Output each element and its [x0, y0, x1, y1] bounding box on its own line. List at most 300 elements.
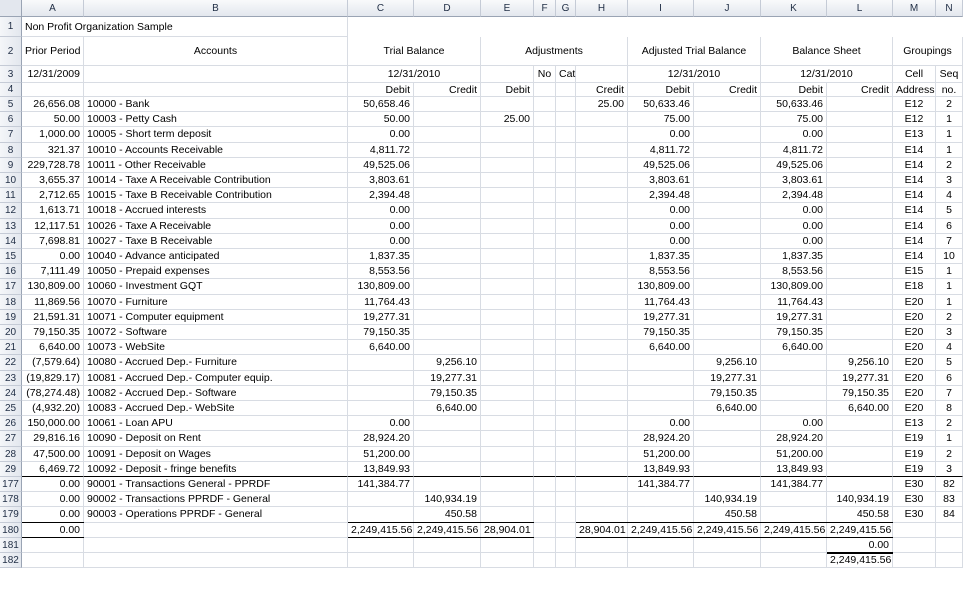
- value-cell[interactable]: 28,924.20: [348, 431, 414, 446]
- value-cell[interactable]: [827, 234, 893, 249]
- value-cell[interactable]: [827, 219, 893, 234]
- row-header[interactable]: 25: [0, 401, 22, 416]
- value-cell[interactable]: 0.00: [348, 416, 414, 431]
- value-cell[interactable]: 8,553.56: [761, 264, 827, 279]
- value-cell[interactable]: 12,117.51: [22, 219, 84, 234]
- value-cell[interactable]: 450.58: [694, 507, 761, 522]
- value-cell[interactable]: 0.00: [761, 416, 827, 431]
- row-header[interactable]: 180: [0, 523, 22, 538]
- value-cell[interactable]: [694, 325, 761, 340]
- cell[interactable]: [556, 158, 576, 173]
- cell[interactable]: [534, 325, 556, 340]
- value-cell[interactable]: 83: [936, 492, 963, 507]
- total-cell[interactable]: 28,904.01: [576, 523, 628, 538]
- value-cell[interactable]: [576, 325, 628, 340]
- value-cell[interactable]: [827, 249, 893, 264]
- cell[interactable]: [414, 538, 481, 553]
- value-cell[interactable]: 3: [936, 462, 963, 477]
- row-header[interactable]: 29: [0, 462, 22, 477]
- value-cell[interactable]: E19: [893, 431, 936, 446]
- value-cell[interactable]: [414, 143, 481, 158]
- header-cell[interactable]: Address: [893, 83, 936, 97]
- value-cell[interactable]: 0.00: [761, 203, 827, 218]
- value-cell[interactable]: [576, 492, 628, 507]
- row-header[interactable]: 9: [0, 158, 22, 173]
- value-cell[interactable]: 1: [936, 127, 963, 142]
- value-cell[interactable]: 1: [936, 264, 963, 279]
- value-cell[interactable]: [348, 386, 414, 401]
- value-cell[interactable]: [481, 447, 534, 462]
- value-cell[interactable]: 141,384.77: [628, 477, 694, 492]
- value-cell[interactable]: [827, 264, 893, 279]
- value-cell[interactable]: 229,728.78: [22, 158, 84, 173]
- value-cell[interactable]: (7,579.64): [22, 355, 84, 370]
- value-cell[interactable]: 4: [936, 188, 963, 203]
- account-cell[interactable]: 10015 - Taxe B Receivable Contribution: [84, 188, 348, 203]
- value-cell[interactable]: E12: [893, 97, 936, 112]
- cell[interactable]: [534, 492, 556, 507]
- value-cell[interactable]: E20: [893, 401, 936, 416]
- value-cell[interactable]: 19,277.31: [827, 371, 893, 386]
- row-header[interactable]: 6: [0, 112, 22, 127]
- column-header-d[interactable]: D: [414, 0, 481, 17]
- value-cell[interactable]: 6,640.00: [694, 401, 761, 416]
- cell[interactable]: [556, 97, 576, 112]
- value-cell[interactable]: [481, 143, 534, 158]
- cell[interactable]: [628, 538, 694, 553]
- value-cell[interactable]: 79,150.35: [694, 386, 761, 401]
- cell[interactable]: [576, 66, 628, 83]
- row-header[interactable]: 4: [0, 83, 22, 97]
- value-cell[interactable]: 321.37: [22, 143, 84, 158]
- account-cell[interactable]: 10080 - Accrued Dep.- Furniture: [84, 355, 348, 370]
- header-cell[interactable]: Credit: [694, 83, 761, 97]
- column-header-b[interactable]: B: [84, 0, 348, 17]
- cell[interactable]: [534, 447, 556, 462]
- value-cell[interactable]: [694, 112, 761, 127]
- cell[interactable]: [481, 553, 534, 568]
- value-cell[interactable]: [576, 371, 628, 386]
- cell[interactable]: [556, 143, 576, 158]
- value-cell[interactable]: [576, 249, 628, 264]
- value-cell[interactable]: [576, 203, 628, 218]
- value-cell[interactable]: [827, 279, 893, 294]
- row-header[interactable]: 24: [0, 386, 22, 401]
- value-cell[interactable]: 1: [936, 279, 963, 294]
- value-cell[interactable]: 0.00: [348, 219, 414, 234]
- value-cell[interactable]: E19: [893, 447, 936, 462]
- cell[interactable]: [534, 523, 556, 538]
- value-cell[interactable]: [414, 477, 481, 492]
- cell[interactable]: [22, 538, 84, 553]
- row-header[interactable]: 1: [0, 17, 22, 37]
- value-cell[interactable]: [481, 431, 534, 446]
- value-cell[interactable]: 49,525.06: [761, 158, 827, 173]
- value-cell[interactable]: 49,525.06: [348, 158, 414, 173]
- value-cell[interactable]: 0.00: [348, 127, 414, 142]
- cell[interactable]: [534, 127, 556, 142]
- cell[interactable]: [556, 279, 576, 294]
- value-cell[interactable]: 50,633.46: [761, 97, 827, 112]
- cell[interactable]: [534, 538, 556, 553]
- value-cell[interactable]: 0.00: [628, 234, 694, 249]
- value-cell[interactable]: [414, 158, 481, 173]
- cell[interactable]: [694, 553, 761, 568]
- value-cell[interactable]: 7: [936, 386, 963, 401]
- column-header-l[interactable]: L: [827, 0, 893, 17]
- cell[interactable]: [414, 553, 481, 568]
- row-header[interactable]: 7: [0, 127, 22, 142]
- value-cell[interactable]: [414, 325, 481, 340]
- value-cell[interactable]: [628, 507, 694, 522]
- row-header[interactable]: 182: [0, 553, 22, 568]
- cell[interactable]: [534, 310, 556, 325]
- cell[interactable]: [556, 203, 576, 218]
- value-cell[interactable]: 25.00: [576, 97, 628, 112]
- account-cell[interactable]: 10010 - Accounts Receivable: [84, 143, 348, 158]
- cell[interactable]: [556, 401, 576, 416]
- value-cell[interactable]: 79,150.35: [628, 325, 694, 340]
- value-cell[interactable]: 140,934.19: [414, 492, 481, 507]
- value-cell[interactable]: 2,394.48: [761, 188, 827, 203]
- value-cell[interactable]: 4: [936, 340, 963, 355]
- value-cell[interactable]: 75.00: [628, 112, 694, 127]
- account-cell[interactable]: 10083 - Accrued Dep.- WebSite: [84, 401, 348, 416]
- account-cell[interactable]: 10000 - Bank: [84, 97, 348, 112]
- value-cell[interactable]: [481, 234, 534, 249]
- value-cell[interactable]: E12: [893, 112, 936, 127]
- value-cell[interactable]: 19,277.31: [694, 371, 761, 386]
- value-cell[interactable]: [481, 158, 534, 173]
- value-cell[interactable]: 3,655.37: [22, 173, 84, 188]
- value-cell[interactable]: 3,803.61: [761, 173, 827, 188]
- value-cell[interactable]: 2,712.65: [22, 188, 84, 203]
- column-header-h[interactable]: H: [576, 0, 628, 17]
- value-cell[interactable]: [481, 340, 534, 355]
- column-header-a[interactable]: A: [22, 0, 84, 17]
- value-cell[interactable]: [827, 325, 893, 340]
- value-cell[interactable]: 47,500.00: [22, 447, 84, 462]
- value-cell[interactable]: 9,256.10: [414, 355, 481, 370]
- cell[interactable]: [534, 97, 556, 112]
- cell[interactable]: [84, 66, 348, 83]
- value-cell[interactable]: 0.00: [628, 203, 694, 218]
- value-cell[interactable]: 1: [936, 143, 963, 158]
- account-cell[interactable]: 10014 - Taxe A Receivable Contribution: [84, 173, 348, 188]
- value-cell[interactable]: 21,591.31: [22, 310, 84, 325]
- value-cell[interactable]: [481, 310, 534, 325]
- value-cell[interactable]: E14: [893, 173, 936, 188]
- value-cell[interactable]: [576, 431, 628, 446]
- value-cell[interactable]: E19: [893, 462, 936, 477]
- value-cell[interactable]: [414, 431, 481, 446]
- value-cell[interactable]: E20: [893, 325, 936, 340]
- row-header[interactable]: 19: [0, 310, 22, 325]
- value-cell[interactable]: E20: [893, 310, 936, 325]
- header-cell[interactable]: Adjustments: [481, 37, 628, 66]
- cell[interactable]: [936, 538, 963, 553]
- value-cell[interactable]: 450.58: [414, 507, 481, 522]
- value-cell[interactable]: 79,150.35: [827, 386, 893, 401]
- value-cell[interactable]: E18: [893, 279, 936, 294]
- value-cell[interactable]: [694, 143, 761, 158]
- cell[interactable]: [556, 538, 576, 553]
- value-cell[interactable]: [576, 264, 628, 279]
- account-cell[interactable]: 10027 - Taxe B Receivable: [84, 234, 348, 249]
- value-cell[interactable]: 0.00: [348, 234, 414, 249]
- value-cell[interactable]: 5: [936, 355, 963, 370]
- account-cell[interactable]: 10011 - Other Receivable: [84, 158, 348, 173]
- value-cell[interactable]: [414, 112, 481, 127]
- value-cell[interactable]: 28,924.20: [761, 431, 827, 446]
- cell[interactable]: [556, 477, 576, 492]
- value-cell[interactable]: [628, 386, 694, 401]
- value-cell[interactable]: [576, 279, 628, 294]
- value-cell[interactable]: 19,277.31: [761, 310, 827, 325]
- value-cell[interactable]: 2: [936, 158, 963, 173]
- value-cell[interactable]: E14: [893, 188, 936, 203]
- row-header[interactable]: 13: [0, 219, 22, 234]
- cell[interactable]: [556, 173, 576, 188]
- header-cell[interactable]: Prior Period: [22, 37, 84, 66]
- value-cell[interactable]: [348, 355, 414, 370]
- total-cell[interactable]: 2,249,415.56: [414, 523, 481, 538]
- value-cell[interactable]: [694, 203, 761, 218]
- value-cell[interactable]: 19,277.31: [348, 310, 414, 325]
- header-cell[interactable]: Seq: [936, 66, 963, 83]
- account-cell[interactable]: 10090 - Deposit on Rent: [84, 431, 348, 446]
- value-cell[interactable]: 11,869.56: [22, 295, 84, 310]
- row-header[interactable]: 179: [0, 507, 22, 522]
- value-cell[interactable]: [414, 340, 481, 355]
- value-cell[interactable]: [827, 127, 893, 142]
- value-cell[interactable]: [576, 295, 628, 310]
- cell[interactable]: [481, 66, 534, 83]
- cell[interactable]: [556, 219, 576, 234]
- cell[interactable]: [534, 401, 556, 416]
- cell[interactable]: [761, 538, 827, 553]
- account-cell[interactable]: 10040 - Advance anticipated: [84, 249, 348, 264]
- value-cell[interactable]: [628, 355, 694, 370]
- value-cell[interactable]: [481, 462, 534, 477]
- value-cell[interactable]: 8,553.56: [348, 264, 414, 279]
- value-cell[interactable]: 141,384.77: [761, 477, 827, 492]
- value-cell[interactable]: 4,811.72: [628, 143, 694, 158]
- account-cell[interactable]: 10070 - Furniture: [84, 295, 348, 310]
- value-cell[interactable]: [481, 325, 534, 340]
- cell[interactable]: [534, 158, 556, 173]
- total-cell[interactable]: 2,249,415.56: [348, 523, 414, 538]
- header-cell[interactable]: Groupings: [893, 37, 963, 66]
- cell[interactable]: [84, 523, 348, 538]
- value-cell[interactable]: 1: [936, 431, 963, 446]
- value-cell[interactable]: E15: [893, 264, 936, 279]
- account-cell[interactable]: 10003 - Petty Cash: [84, 112, 348, 127]
- value-cell[interactable]: [481, 492, 534, 507]
- column-header-c[interactable]: C: [348, 0, 414, 17]
- value-cell[interactable]: [481, 416, 534, 431]
- value-cell[interactable]: 79,150.35: [348, 325, 414, 340]
- value-cell[interactable]: 28,924.20: [628, 431, 694, 446]
- header-cell[interactable]: No: [534, 66, 556, 83]
- column-header-e[interactable]: E: [481, 0, 534, 17]
- row-header[interactable]: 22: [0, 355, 22, 370]
- value-cell[interactable]: 13,849.93: [628, 462, 694, 477]
- total-cell[interactable]: 2,249,415.56: [827, 553, 893, 568]
- column-header-f[interactable]: F: [534, 0, 556, 17]
- cell[interactable]: [84, 553, 348, 568]
- value-cell[interactable]: [694, 249, 761, 264]
- row-header[interactable]: 27: [0, 431, 22, 446]
- value-cell[interactable]: 1,837.35: [348, 249, 414, 264]
- value-cell[interactable]: [694, 310, 761, 325]
- cell[interactable]: [534, 203, 556, 218]
- cell[interactable]: [556, 83, 576, 97]
- value-cell[interactable]: 4,811.72: [761, 143, 827, 158]
- cell[interactable]: [936, 523, 963, 538]
- value-cell[interactable]: [576, 416, 628, 431]
- value-cell[interactable]: 130,809.00: [761, 279, 827, 294]
- row-header[interactable]: 10: [0, 173, 22, 188]
- value-cell[interactable]: [827, 143, 893, 158]
- value-cell[interactable]: 0.00: [628, 219, 694, 234]
- column-header-n[interactable]: N: [936, 0, 963, 17]
- account-cell[interactable]: 10071 - Computer equipment: [84, 310, 348, 325]
- value-cell[interactable]: E14: [893, 203, 936, 218]
- value-cell[interactable]: 82: [936, 477, 963, 492]
- value-cell[interactable]: 140,934.19: [694, 492, 761, 507]
- cell[interactable]: [534, 477, 556, 492]
- cell[interactable]: [534, 219, 556, 234]
- cell[interactable]: [556, 310, 576, 325]
- value-cell[interactable]: [694, 127, 761, 142]
- cell[interactable]: [534, 340, 556, 355]
- value-cell[interactable]: [576, 188, 628, 203]
- cell[interactable]: [534, 143, 556, 158]
- value-cell[interactable]: 51,200.00: [761, 447, 827, 462]
- header-cell[interactable]: Credit: [827, 83, 893, 97]
- row-header[interactable]: 20: [0, 325, 22, 340]
- cell[interactable]: [84, 83, 348, 97]
- value-cell[interactable]: E20: [893, 340, 936, 355]
- value-cell[interactable]: [827, 416, 893, 431]
- row-header[interactable]: 12: [0, 203, 22, 218]
- value-cell[interactable]: 29,816.16: [22, 431, 84, 446]
- value-cell[interactable]: [576, 234, 628, 249]
- value-cell[interactable]: [761, 507, 827, 522]
- account-cell[interactable]: 90002 - Transactions PPRDF - General: [84, 492, 348, 507]
- date-cell[interactable]: 12/31/2010: [761, 66, 893, 83]
- cell[interactable]: [556, 447, 576, 462]
- value-cell[interactable]: 1,837.35: [761, 249, 827, 264]
- value-cell[interactable]: 140,934.19: [827, 492, 893, 507]
- value-cell[interactable]: [827, 431, 893, 446]
- value-cell[interactable]: 13,849.93: [761, 462, 827, 477]
- value-cell[interactable]: [414, 462, 481, 477]
- value-cell[interactable]: [576, 158, 628, 173]
- prior-date-cell[interactable]: 12/31/2009: [22, 66, 84, 83]
- column-header-j[interactable]: J: [694, 0, 761, 17]
- value-cell[interactable]: 7,111.49: [22, 264, 84, 279]
- cell[interactable]: [556, 112, 576, 127]
- value-cell[interactable]: E20: [893, 371, 936, 386]
- account-cell[interactable]: 10081 - Accrued Dep.- Computer equip.: [84, 371, 348, 386]
- value-cell[interactable]: [414, 264, 481, 279]
- cell[interactable]: [556, 553, 576, 568]
- cell[interactable]: [556, 523, 576, 538]
- cell[interactable]: [534, 173, 556, 188]
- cell[interactable]: [534, 371, 556, 386]
- value-cell[interactable]: 0.00: [22, 477, 84, 492]
- account-cell[interactable]: 10018 - Accrued interests: [84, 203, 348, 218]
- cell[interactable]: [348, 553, 414, 568]
- value-cell[interactable]: E30: [893, 477, 936, 492]
- cell[interactable]: [534, 416, 556, 431]
- value-cell[interactable]: (78,274.48): [22, 386, 84, 401]
- value-cell[interactable]: 0.00: [22, 249, 84, 264]
- value-cell[interactable]: 6,640.00: [348, 340, 414, 355]
- value-cell[interactable]: 6,640.00: [628, 340, 694, 355]
- value-cell[interactable]: 79,150.35: [761, 325, 827, 340]
- value-cell[interactable]: 19,277.31: [628, 310, 694, 325]
- column-header-m[interactable]: M: [893, 0, 936, 17]
- value-cell[interactable]: E14: [893, 249, 936, 264]
- value-cell[interactable]: [348, 507, 414, 522]
- value-cell[interactable]: [481, 97, 534, 112]
- value-cell[interactable]: [576, 386, 628, 401]
- value-cell[interactable]: 0.00: [22, 507, 84, 522]
- value-cell[interactable]: [414, 97, 481, 112]
- value-cell[interactable]: [694, 340, 761, 355]
- value-cell[interactable]: [481, 355, 534, 370]
- value-cell[interactable]: [827, 447, 893, 462]
- cell[interactable]: [534, 462, 556, 477]
- value-cell[interactable]: 3: [936, 325, 963, 340]
- value-cell[interactable]: 0.00: [348, 203, 414, 218]
- cell[interactable]: [556, 264, 576, 279]
- value-cell[interactable]: [827, 477, 893, 492]
- value-cell[interactable]: 450.58: [827, 507, 893, 522]
- value-cell[interactable]: [576, 173, 628, 188]
- value-cell[interactable]: 7,698.81: [22, 234, 84, 249]
- select-all-corner[interactable]: [0, 0, 22, 17]
- cell[interactable]: [556, 249, 576, 264]
- header-cell[interactable]: Adjusted Trial Balance: [628, 37, 761, 66]
- value-cell[interactable]: 6,469.72: [22, 462, 84, 477]
- cell[interactable]: [576, 538, 628, 553]
- row-header[interactable]: 16: [0, 264, 22, 279]
- value-cell[interactable]: [414, 249, 481, 264]
- value-cell[interactable]: [827, 173, 893, 188]
- header-cell[interactable]: Debit: [481, 83, 534, 97]
- value-cell[interactable]: [481, 401, 534, 416]
- header-cell[interactable]: Trial Balance: [348, 37, 481, 66]
- value-cell[interactable]: [481, 477, 534, 492]
- value-cell[interactable]: 11,764.43: [761, 295, 827, 310]
- cell[interactable]: [556, 295, 576, 310]
- value-cell[interactable]: 50,658.46: [348, 97, 414, 112]
- value-cell[interactable]: 6: [936, 219, 963, 234]
- cell[interactable]: [84, 538, 348, 553]
- value-cell[interactable]: 10: [936, 249, 963, 264]
- value-cell[interactable]: 3,803.61: [348, 173, 414, 188]
- value-cell[interactable]: 25.00: [481, 112, 534, 127]
- value-cell[interactable]: 84: [936, 507, 963, 522]
- value-cell[interactable]: 11,764.43: [348, 295, 414, 310]
- value-cell[interactable]: [827, 340, 893, 355]
- row-header[interactable]: 15: [0, 249, 22, 264]
- value-cell[interactable]: [348, 492, 414, 507]
